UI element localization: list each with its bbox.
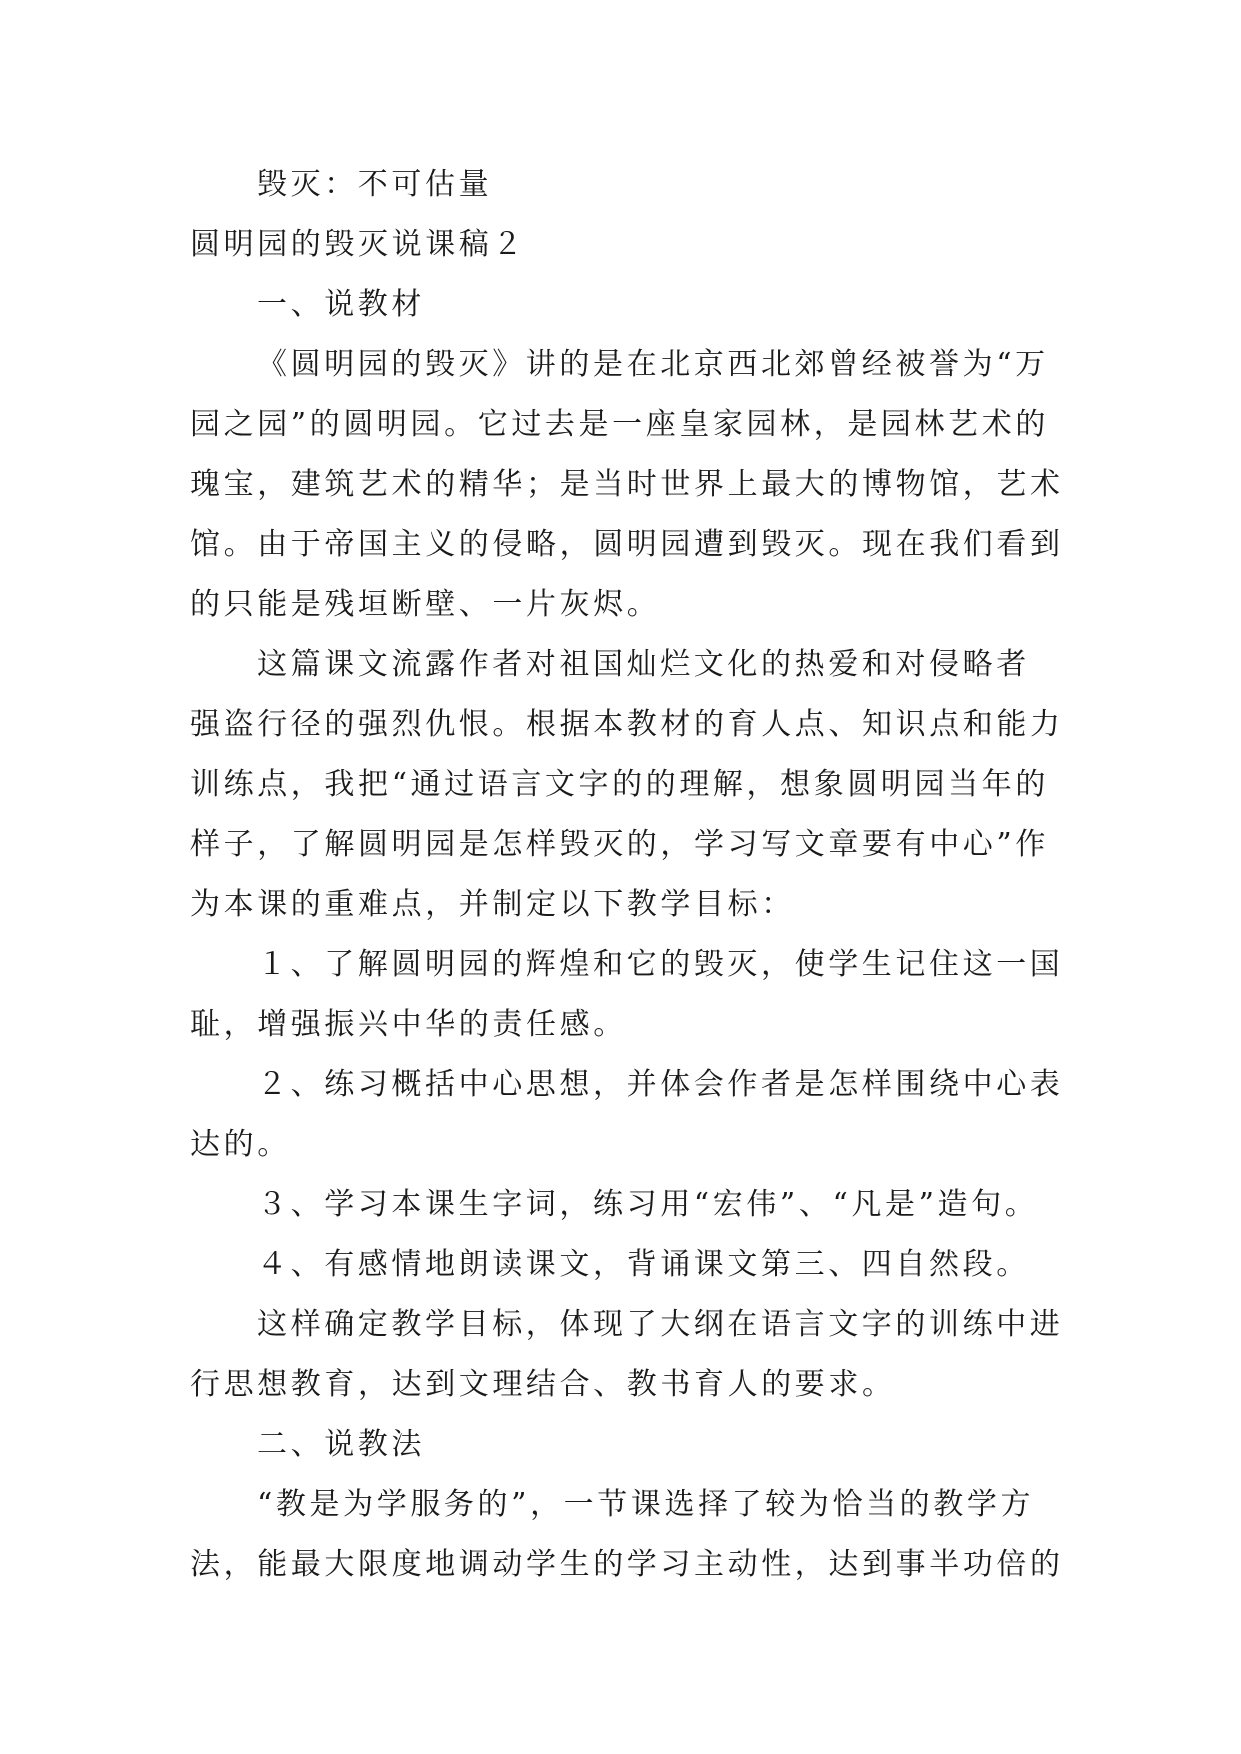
paragraph-line: 的只能是残垣断壁、一片灰烬。 xyxy=(190,587,661,622)
paragraph-line: 《圆明园的毁灭》讲的是在北京西北郊曾经被誉为“万 xyxy=(257,347,1049,382)
paragraph-line: 训练点，我把“通过语言文字的的理解，想象圆明园当年的 xyxy=(190,767,1049,802)
paragraph-line: 馆。由于帝国主义的侵略，圆明园遭到毁灭。现在我们看到 xyxy=(190,527,1064,562)
goal-item-2: ２、练习概括中心思想，并体会作者是怎样围绕中心表 xyxy=(257,1067,1064,1102)
document-title: 圆明园的毁灭说课稿２ xyxy=(190,227,526,262)
goal-item-1-continuation: 耻，增强振兴中华的责任感。 xyxy=(190,1007,627,1042)
paragraph-line: 法，能最大限度地调动学生的学习主动性，达到事半功倍的 xyxy=(190,1547,1064,1582)
goal-item-4: ４、有感情地朗读课文，背诵课文第三、四自然段。 xyxy=(257,1247,1030,1282)
section-heading-teaching-material: 一、说教材 xyxy=(257,287,425,322)
paragraph-line: 为本课的重难点，并制定以下教学目标： xyxy=(190,887,795,922)
paragraph-line: 强盗行径的强烈仇恨。根据本教材的育人点、知识点和能力 xyxy=(190,707,1064,742)
section-heading-teaching-method: 二、说教法 xyxy=(257,1427,425,1462)
paragraph-line: 瑰宝，建筑艺术的精华；是当时世界上最大的博物馆，艺术 xyxy=(190,467,1064,502)
paragraph-line: 这篇课文流露作者对祖国灿烂文化的热爱和对侵略者 xyxy=(257,647,1030,682)
paragraph-line: 行思想教育，达到文理结合、教书育人的要求。 xyxy=(190,1367,896,1402)
goal-item-2-continuation: 达的。 xyxy=(190,1127,291,1162)
paragraph-line: 这样确定教学目标，体现了大纲在语言文字的训练中进 xyxy=(257,1307,1064,1342)
goal-item-3: ３、学习本课生字词，练习用“宏伟”、“凡是”造句。 xyxy=(257,1187,1039,1222)
paragraph-line: “教是为学服务的”，一节课选择了较为恰当的教学方 xyxy=(257,1487,1035,1522)
paragraph-line: 园之园”的圆明园。它过去是一座皇家园林，是园林艺术的 xyxy=(190,407,1049,442)
goal-item-1: １、了解圆明园的辉煌和它的毁灭，使学生记住这一国 xyxy=(257,947,1064,982)
paragraph-line: 样子，了解圆明园是怎样毁灭的，学习写文章要有中心”作 xyxy=(190,827,1049,862)
text-line-continuation: 毁灭：不可估量 xyxy=(257,167,493,202)
